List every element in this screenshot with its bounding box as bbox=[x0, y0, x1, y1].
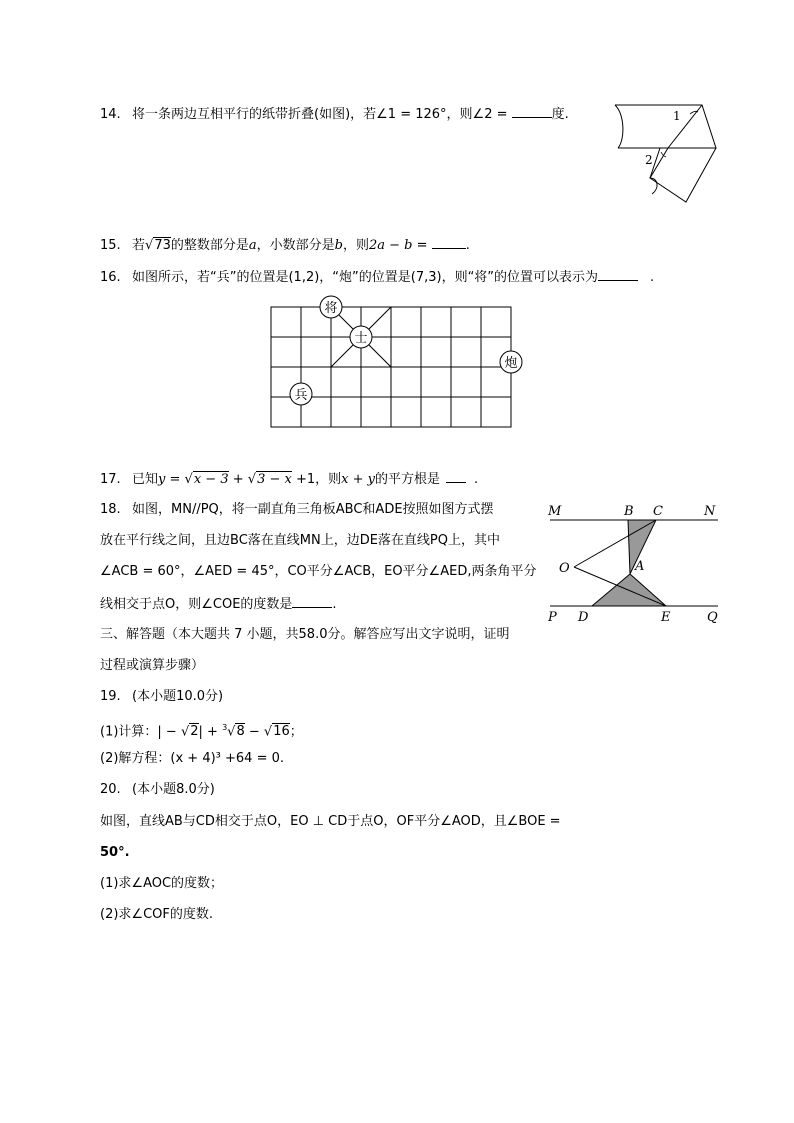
svg-text:M: M bbox=[548, 504, 562, 519]
question-18-line-3: ∠ACB = 60°，∠AED = 45°，CO平分∠ACB，EO平分∠AED,两条角平分 bbox=[100, 564, 537, 579]
svg-text:C: C bbox=[653, 504, 663, 519]
question-20-line-1: 如图，直线AB与CD相交于点O，EO ⊥ CD于点O，OF平分∠AOD，且∠BOE = bbox=[100, 814, 561, 829]
piece-shi bbox=[350, 326, 372, 348]
question-18-line-1: 18. 如图，MN//PQ，将一副直角三角板ABC和ADE按照如图方式摆 bbox=[100, 502, 494, 517]
svg-text:D: D bbox=[578, 610, 589, 625]
piece-pao bbox=[500, 351, 522, 373]
question-19-part-1: (1)计算：| − √2| + $^3$√8 − √16； bbox=[100, 723, 303, 740]
triangles-figure bbox=[544, 500, 724, 628]
section-3-header-line-1: 三、解答题（本大题共 7 小题，共58.0分。解答应写出文字说明，证明 bbox=[100, 627, 510, 642]
piece-bing bbox=[290, 383, 312, 405]
question-20-part-1: (1)求∠AOC的度数； bbox=[100, 876, 224, 891]
answer-blank[interactable] bbox=[446, 468, 466, 483]
question-20-line-2: 50°. bbox=[100, 845, 130, 860]
chessboard-figure bbox=[262, 292, 528, 432]
svg-text:炮: 炮 bbox=[504, 356, 518, 371]
svg-text:将: 将 bbox=[324, 301, 338, 316]
question-text: 将一条两边互相平行的纸带折叠(如图)，若∠1 = 126°，则∠2 = bbox=[132, 107, 512, 122]
question-20: 20. (本小题8.0分) bbox=[100, 782, 215, 797]
svg-text:P: P bbox=[548, 610, 557, 625]
question-19-part-2: (2)解方程：(x + 4)³ +64 = 0. bbox=[100, 751, 285, 766]
question-14: 14. 将一条两边互相平行的纸带折叠(如图)，若∠1 = 126°，则∠2 = 度. bbox=[100, 103, 569, 125]
question-18-line-4: 线相交于点O，则∠COE的度数是 . bbox=[100, 593, 337, 615]
angle-2-label: 2 bbox=[645, 153, 653, 167]
answer-blank[interactable] bbox=[432, 234, 466, 249]
angle-1-label: 1 bbox=[673, 109, 681, 123]
svg-text:兵: 兵 bbox=[294, 388, 308, 403]
question-20-part-2: (2)求∠COF的度数. bbox=[100, 907, 213, 922]
question-15: 15. 若√73的整数部分是a，小数部分是b，则2a − b = . bbox=[100, 234, 470, 256]
svg-text:A: A bbox=[635, 559, 645, 574]
svg-text:B: B bbox=[624, 504, 634, 519]
folded-strip-figure bbox=[610, 100, 725, 208]
svg-text:N: N bbox=[704, 504, 716, 519]
answer-blank[interactable] bbox=[292, 593, 332, 608]
svg-text:士: 士 bbox=[354, 331, 368, 346]
question-16: 16. 如图所示，若“兵”的位置是(1,2)，“炮”的位置是(7,3)，则“将”的位置可以表示为 . bbox=[100, 266, 654, 288]
piece-jiang bbox=[320, 296, 342, 318]
question-number: 14. bbox=[100, 107, 121, 122]
question-19: 19. (本小题10.0分) bbox=[100, 689, 224, 704]
svg-text:E: E bbox=[661, 610, 671, 625]
svg-text:Q: Q bbox=[707, 610, 718, 625]
answer-blank[interactable] bbox=[598, 266, 638, 281]
question-18-line-2: 放在平行线之间，且边BC落在直线MN上，边DE落在直线PQ上，其中 bbox=[100, 533, 501, 548]
answer-blank[interactable] bbox=[512, 103, 552, 118]
question-17: 17. 已知y = √x − 3 + √3 − x +1，则x + y的平方根是 . bbox=[100, 468, 478, 490]
section-3-header-line-2: 过程或演算步骤） bbox=[100, 658, 205, 673]
svg-text:O: O bbox=[559, 561, 570, 576]
